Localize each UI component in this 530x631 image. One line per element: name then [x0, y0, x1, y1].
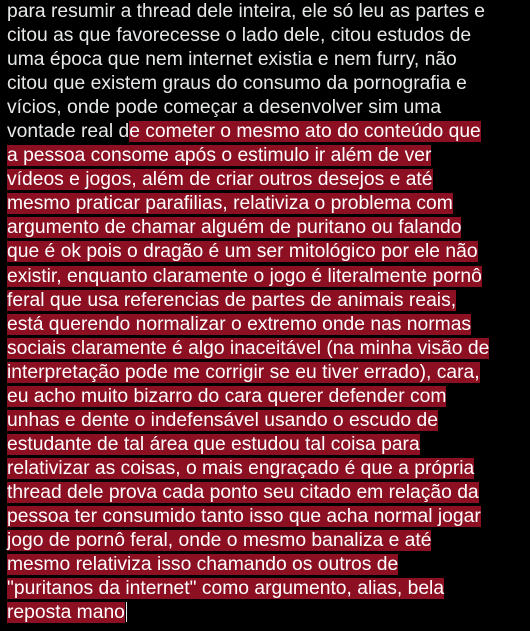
selected-text: está querendo normalizar o extremo onde nas normas: [7, 313, 472, 335]
selected-text: a pessoa consome após o estimulo ir além de ver: [7, 145, 432, 167]
text-line: [7, 0, 523, 24]
text-line: [7, 168, 523, 192]
text-line: [7, 433, 523, 457]
text-line: [7, 457, 523, 481]
selected-text: relativizar as coisas, o mais engraçado é que a própria: [7, 457, 475, 479]
text-line: [7, 529, 523, 553]
selected-text: thread dele prova cada ponto seu citado em relação da: [7, 481, 479, 503]
selected-text: estudante de tal área que estudou tal coisa para: [7, 433, 420, 455]
selected-text: eu acho muito bizarro do cara querer defender com: [7, 385, 447, 407]
selected-text: unhas e dente o indefensável usando o escudo de: [7, 409, 438, 431]
plain-text: para resumir a thread dele inteira, ele só leu as partes e: [7, 1, 486, 22]
selected-text: feral que usa referencias de partes de animais reais,: [7, 289, 457, 311]
text-line: [7, 313, 523, 337]
text-line: [7, 505, 523, 529]
selected-text: vídeos e jogos, além de criar outros desejos e até: [7, 169, 433, 191]
text-line: [7, 409, 523, 433]
selected-text: pessoa ter consumido tanto isso que acha normal jogar: [7, 505, 481, 527]
text-line: [7, 361, 523, 385]
text-line: [7, 72, 523, 96]
plain-text: vontade real d: [7, 121, 130, 143]
text-line: [7, 385, 523, 409]
selected-text: sociais claramente é algo inaceitável (na minha visão de: [7, 337, 490, 359]
plain-text: uma época que nem internet existia e nem furry, não: [7, 49, 457, 71]
selected-text: mesmo praticar parafilias, relativiza o problema com: [7, 193, 453, 215]
text-line: [7, 240, 523, 264]
plain-text: vícios, onde pode começar a desenvolver sim uma: [7, 97, 442, 119]
text-line: [7, 192, 523, 216]
selected-text: existir, enquanto claramente o jogo é literalmente pornô: [7, 265, 482, 287]
text-line: [7, 577, 523, 601]
selected-text: mesmo relativiza isso chamando os outros de: [7, 554, 399, 576]
text-line: [7, 96, 523, 120]
text-line: [7, 553, 523, 577]
plain-text: citou que existem graus do consumo da pornografia e: [7, 73, 467, 95]
text-line: [7, 48, 523, 72]
text-line: [7, 601, 523, 625]
text-line: [7, 265, 523, 289]
selected-text: reposta mano: [7, 602, 125, 624]
text-cursor: [126, 602, 127, 622]
selected-text: jogo de pornô feral, onde o mesmo banaliza e até: [7, 530, 432, 552]
text-line: [7, 120, 523, 144]
selected-text: que é ok pois o dragão é um ser mitológico por ele não: [7, 241, 478, 263]
text-line: [7, 216, 523, 240]
selected-text: "puritanos da internet" como argumento, alias, bela: [7, 578, 445, 600]
plain-text: citou as que favorecesse o lado dele, citou estudos de: [7, 25, 472, 47]
text-line: [7, 144, 523, 168]
selected-text: argumento de chamar alguém de puritano ou falando: [7, 217, 462, 239]
text-line: [7, 24, 523, 48]
text-line: [7, 337, 523, 361]
selected-text: e cometer o mesmo ato do conteúdo que: [129, 121, 481, 143]
text-line: [7, 289, 523, 313]
selected-text: interpretação pode me corrigir se eu tiver errado), cara,: [7, 361, 480, 383]
text-line: [7, 481, 523, 505]
post-text[interactable]: [7, 0, 523, 625]
